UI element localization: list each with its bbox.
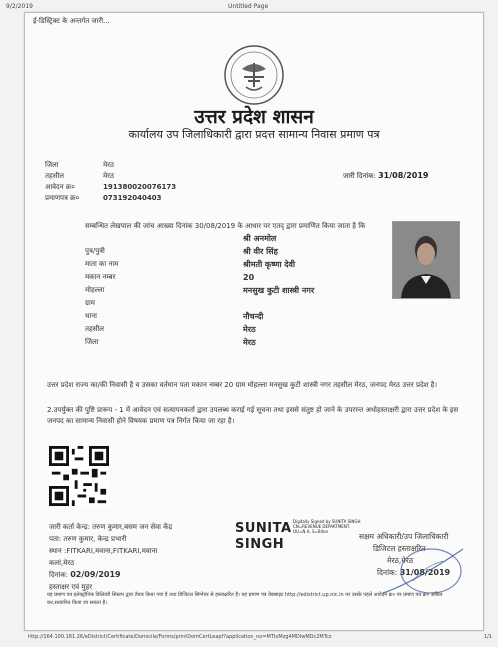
- detail-row: मोहल्ला मनसुख कुटी शास्त्री नगर: [85, 286, 315, 295]
- paragraph-confirmation: 2.उपर्युक्त की पुष्टि प्रारूप - 1 में आवेदन एवं सत्यापनकर्ता द्वारा उपलब्ध कराई गई सूचना तथा इससे संतुष्ट हो जाने के उपरान्त अधोहस्ताक्षरी द्वारा उत्तर प्रदेश के इस जनपद का सामान्य निवासी होने विषयक प्रमाण पत्र निर्गत किया जा रहा है।: [47, 406, 459, 425]
- sub-title: कार्यालय उप जिलाधिकारी द्वारा प्रदत्त सामान्य निवास प्रमाण पत्र: [128, 128, 380, 141]
- up-state-emblem-icon: [222, 43, 286, 109]
- applicant-photo: [392, 221, 460, 299]
- print-url: http://164.100.181.26/eDistrict/Certificate/Domicile/Forms/printDomCertLeapf?application_no=MTIxMzg4MDIwMDc2MTcz: [28, 634, 332, 640]
- applicant-details: [85, 221, 366, 349]
- main-title: उत्तर प्रदेश शासन: [194, 106, 314, 128]
- header-row-tehsil: तहसील मेरठ: [45, 172, 115, 180]
- paragraph-residence: उत्तर प्रदेश राज्य का/की निवासी है व उसका वर्तमान पता मकान नम्बर 20 ग्राम मोहल्ला मनसुख कुटी शास्त्री नगर तहसील मेरठ, जनपद मेरठ उत्तर प्रदेश है।: [47, 381, 438, 389]
- header-fields: [45, 161, 176, 205]
- detail-row: ग्राम: [85, 299, 95, 307]
- print-title: Untitled Page: [228, 3, 269, 10]
- digital-signature-meta: Digitally Signed by SUNITA SINGH CN=REVENUE DEPARTMENT, OU=N.A, S=Bihar: [293, 519, 361, 534]
- issue-date: जारी दिनांक: 31/08/2019: [343, 171, 429, 180]
- detail-row: श्री अनमोल: [243, 234, 277, 243]
- detail-row: तहसील मेरठ: [85, 325, 256, 334]
- qr-code-icon: [49, 446, 109, 506]
- detail-row: जिला मेरठ: [85, 338, 256, 347]
- detail-row: पुत्र/पुत्री श्री वीर सिंह: [85, 247, 278, 256]
- page-count: 1/1: [484, 634, 493, 640]
- header-row-application-no: आवेदन क्र० 191380020076173: [45, 183, 177, 191]
- officer-block: सक्षम अधिकारी/उप जिलाधिकारी डिजिटल हस्ताक्षरित मेरठ,मेरठ दिनांक: 31/08/2019: [359, 532, 451, 577]
- detail-row: माता का नाम श्रीमती कृष्णा देवी: [85, 260, 296, 269]
- detail-row: मकान नम्बर 20: [85, 273, 255, 282]
- header-row-district: जिला मेरठ: [45, 161, 115, 169]
- print-date: 9/2/2019: [6, 3, 33, 10]
- issued-by-text: ई-डिस्ट्रिक्ट के अन्तर्गत जारी...: [33, 17, 110, 25]
- digital-signature-name: SUNITA SINGH: [235, 521, 292, 552]
- header-row-certificate-no: प्रमाणपत्र क्र० 073192040403: [45, 194, 162, 202]
- issuer-block: जारी कर्ता केन्द्र: तरुण कुमार,बसम जन सेवा केंद्र पता: तरुण कुमार, केन्द्र प्रभारी स्थान :FITKARI,मवाना,FITKARI,मवाना कलां,मेरठ दिनांक: 02/09/2019 हस्ताक्षर एवं मुहर: [49, 523, 173, 591]
- footer-note: यह प्रमाण पत्र इलेक्ट्रॉनिक डिलिवरी सिस्टम द्वारा तैयार किया गया है तथा डिजिटल सिग्नेचर से हस्ताक्षरित है। यह प्रमाण पत्र वेबसाइट http://edistrict.up.nic.in पर उसके पहले आवेदन क्र० पर प्रमाण पत्र क्र० अंकित कर,सत्यापित किया जा सकता है।: [47, 592, 443, 606]
- intro-text: सम्बन्धित लेखपाल की जांच आख्या दिनांक 30/08/2019 के आधार पर एतद् द्वारा प्रमाणित किया जाता है कि: [85, 222, 366, 230]
- certificate-page: [24, 12, 484, 631]
- detail-row: थाना नौचन्दी: [85, 312, 264, 321]
